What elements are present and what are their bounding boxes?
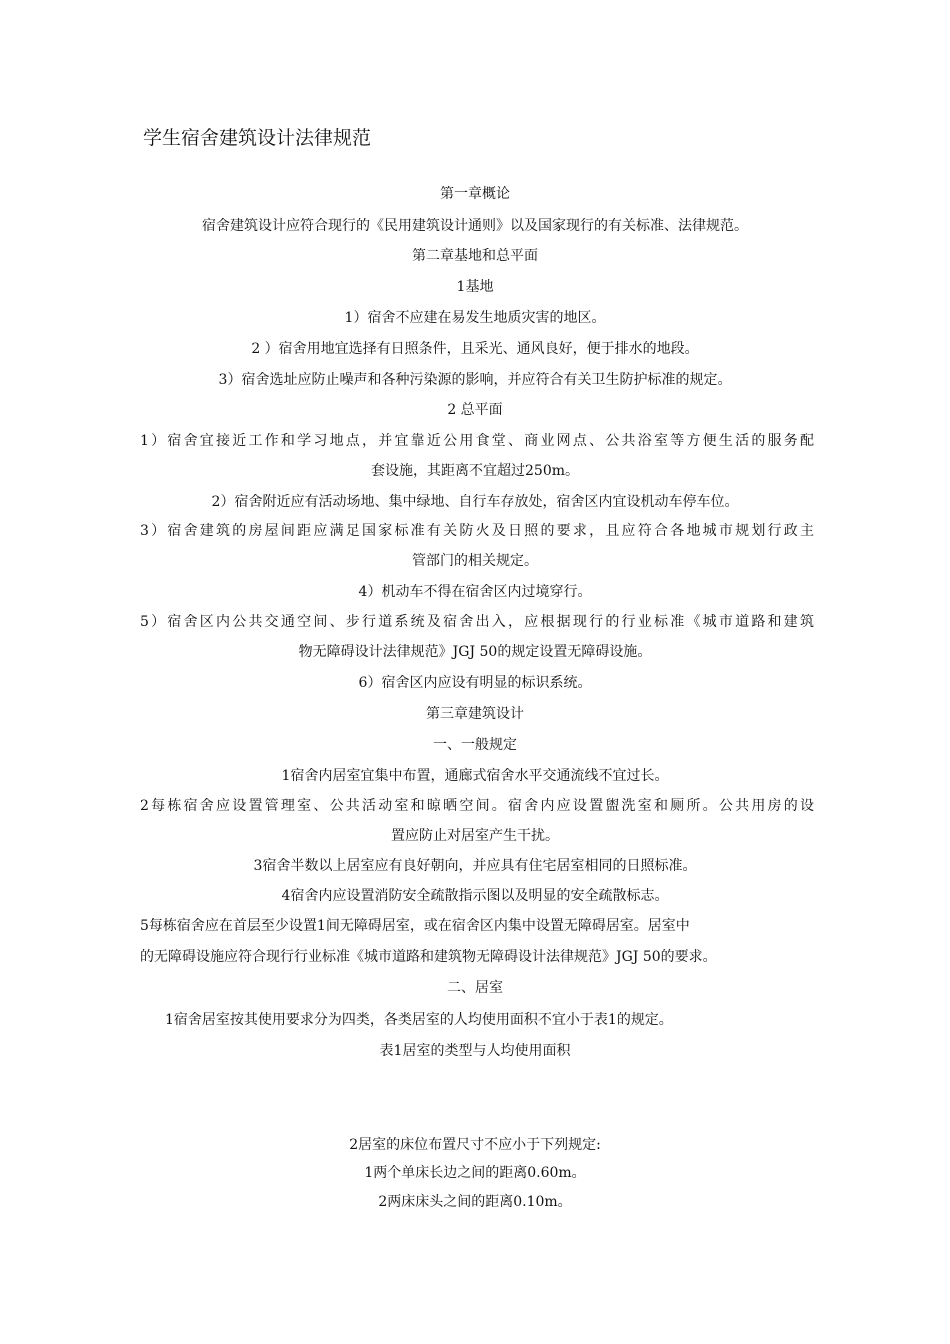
document-title: 学生宿舍建筑设计法律规范	[143, 127, 372, 149]
plan-item-5-line-2: 物无障碍设计法律规范》JGJ 50的规定设置无障碍设施。	[298, 644, 652, 660]
section-site-heading: 1基地	[456, 279, 494, 295]
plan-item-4: 4）机动车不得在宿舍区内过境穿行。	[358, 584, 592, 600]
plan-item-3-line-1: 3）宿舍建筑的房屋间距应满足国家标准有关防火及日照的要求，且应符合各地城市规划行政主	[140, 523, 814, 539]
table-1-caption: 表1居室的类型与人均使用面积	[379, 1043, 571, 1059]
plan-item-2: 2）宿舍附近应有活动场地、集中绿地、自行车存放处，宿舍区内宜设机动车停车位。	[211, 494, 739, 510]
plan-item-3-line-2: 管部门的相关规定。	[412, 553, 538, 569]
chapter-1-heading: 第一章概论	[440, 186, 510, 202]
chapter-3-heading: 第三章建筑设计	[426, 706, 524, 722]
bed-spacing-rule-1: 1两个单床长边之间的距离0.60m。	[364, 1165, 586, 1181]
general-rule-3: 3宿舍半数以上居室应有良好朝向，并应具有住宅居室相同的日照标准。	[253, 858, 697, 874]
general-rule-4: 4宿舍内应设置消防安全疏散指示图以及明显的安全疏散标志。	[281, 888, 669, 904]
general-rule-2-line-1: 2每栋宿舍应设置管理室、公共活动室和晾晒空间。宿舍内应设置盥洗室和厕所。公共用房的设	[140, 798, 814, 814]
section-rooms-heading: 二、居室	[447, 980, 503, 996]
plan-item-6: 6）宿舍区内应设有明显的标识系统。	[358, 675, 592, 691]
site-item-3: 3）宿舍选址应防止噪声和各种污染源的影响，并应符合有关卫生防护标准的规定。	[218, 372, 732, 388]
site-item-1: 1）宿舍不应建在易发生地质灾害的地区。	[344, 310, 606, 326]
site-item-2: 2 ）宿舍用地宜选择有日照条件，且采光、通风良好，便于排水的地段。	[251, 341, 699, 357]
chapter-1-text: 宿舍建筑设计应符合现行的《民用建筑设计通则》以及国家现行的有关标准、法律规范。	[202, 218, 748, 234]
plan-item-1-line-2: 套设施，其距离不宜超过250m。	[371, 463, 579, 479]
chapter-2-heading: 第二章基地和总平面	[412, 248, 538, 264]
plan-item-5-line-1: 5）宿舍区内公共交通空间、步行道系统及宿舍出入，应根据现行的行业标准《城市道路和建筑	[140, 614, 814, 630]
general-rule-5-line-1: 5每栋宿舍应在首层至少设置1间无障碍居室，或在宿舍区内集中设置无障碍居室。居室中	[140, 918, 690, 934]
general-rule-2-line-2: 置应防止对居室产生干扰。	[391, 828, 559, 844]
bed-spacing-rule-2: 2两床床头之间的距离0.10m。	[378, 1194, 572, 1210]
plan-item-1-line-1: 1）宿舍宜接近工作和学习地点，并宜靠近公用食堂、商业网点、公共浴室等方便生活的服务配	[140, 433, 814, 449]
room-rule-2: 2居室的床位布置尺寸不应小于下列规定:	[349, 1137, 601, 1153]
general-rule-1: 1宿舍内居室宜集中布置，通廊式宿舍水平交通流线不宜过长。	[281, 768, 669, 784]
general-rule-5-line-2: 的无障碍设施应符合现行行业标准《城市道路和建筑物无障碍设计法律规范》JGJ 50的要求。	[140, 949, 717, 965]
section-general-plan-heading: 2 总平面	[447, 402, 503, 418]
section-general-rules-heading: 一、一般规定	[433, 737, 517, 753]
room-rule-1: 1宿舍居室按其使用要求分为四类，各类居室的人均使用面积不宜小于表1的规定。	[165, 1012, 673, 1028]
